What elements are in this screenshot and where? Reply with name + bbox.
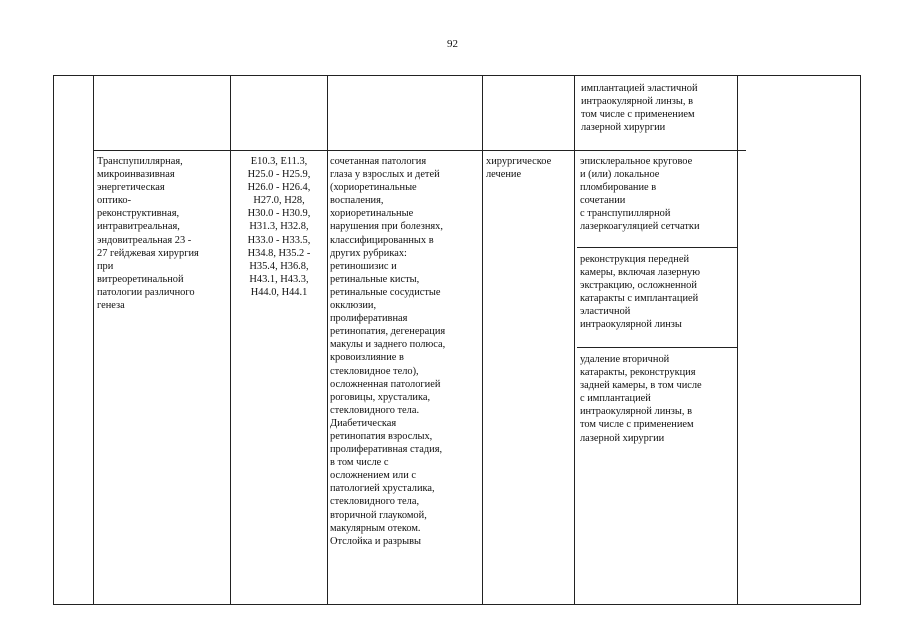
method-divider-2	[577, 347, 737, 348]
col-line-7	[860, 75, 861, 605]
page-number: 92	[447, 38, 458, 50]
method-divider-1	[577, 247, 737, 248]
method-continuation-cell: имплантацией эластичной интраокулярной линзы, в том числе с применением лазерной хирургии	[581, 83, 698, 134]
col-line-2	[230, 75, 231, 605]
patient-model-cell: сочетанная патология глаза у взрослых и детей (хориоретинальные воспаления, хориоретинальные нарушения при болезнях, классифицированных в других рубриках: ретиношизис и ретинальные кисты, ретинальные сосудистые окклюзии, пролиферативная ретинопатия, дегенерация макулы и заднего полюса, кровоизлияние в стекловидное тело), осложненная патологией роговицы, хрусталика, стекловидного тела. Диабетическая ретинопатия взрослых, пролиферативная стадия, в том числе с осложнением или с патологией хрусталика, стекловидного тела, вторичной глаукомой, макулярным отеком. Отслойка и разрывы	[330, 156, 446, 547]
method-cell-1: эписклеральное круговое и (или) локальное пломбирование в сочетании с транспупиллярной лазеркоагуляцией сетчатки	[580, 156, 700, 233]
intervention-name-cell: Транспупиллярная, микроинвазивная энергетическая оптико- реконструктивная, интравитреальная, эндовитреальная 23 - 27 гейджевая хирургия при витреоретинальной патологии различного генеза	[97, 156, 199, 312]
col-line-4	[482, 75, 483, 605]
col-line-3	[327, 75, 328, 605]
col-line-1	[93, 75, 94, 605]
col-line-5	[574, 75, 575, 605]
treatment-type-cell: хирургическое лечение	[486, 156, 552, 181]
method-cell-2: реконструкция передней камеры, включая лазерную экстракцию, осложненной катаракты с имплантацией эластичной интраокулярной линзы	[580, 254, 701, 331]
table-bottom-border	[53, 604, 861, 605]
col-line-0	[53, 75, 54, 605]
row-divider	[93, 150, 746, 151]
icd-codes-cell: E10.3, E11.3, H25.0 - H25.9, H26.0 - H26.4, H27.0, H28, H30.0 - H30.9, H31.3, H32.8, H33.0 - H33.5, H34.8, H35.2 - H35.4, H36.8, H43.1, H43.3, H44.0, H44.1	[247, 156, 311, 298]
table-top-border	[53, 75, 861, 76]
method-cell-3: удаление вторичной катаракты, реконструкция задней камеры, в том числе с имплантацией интраокулярной линзы, в том числе с применением лазерной хирургии	[580, 354, 702, 444]
col-line-6	[737, 75, 738, 605]
